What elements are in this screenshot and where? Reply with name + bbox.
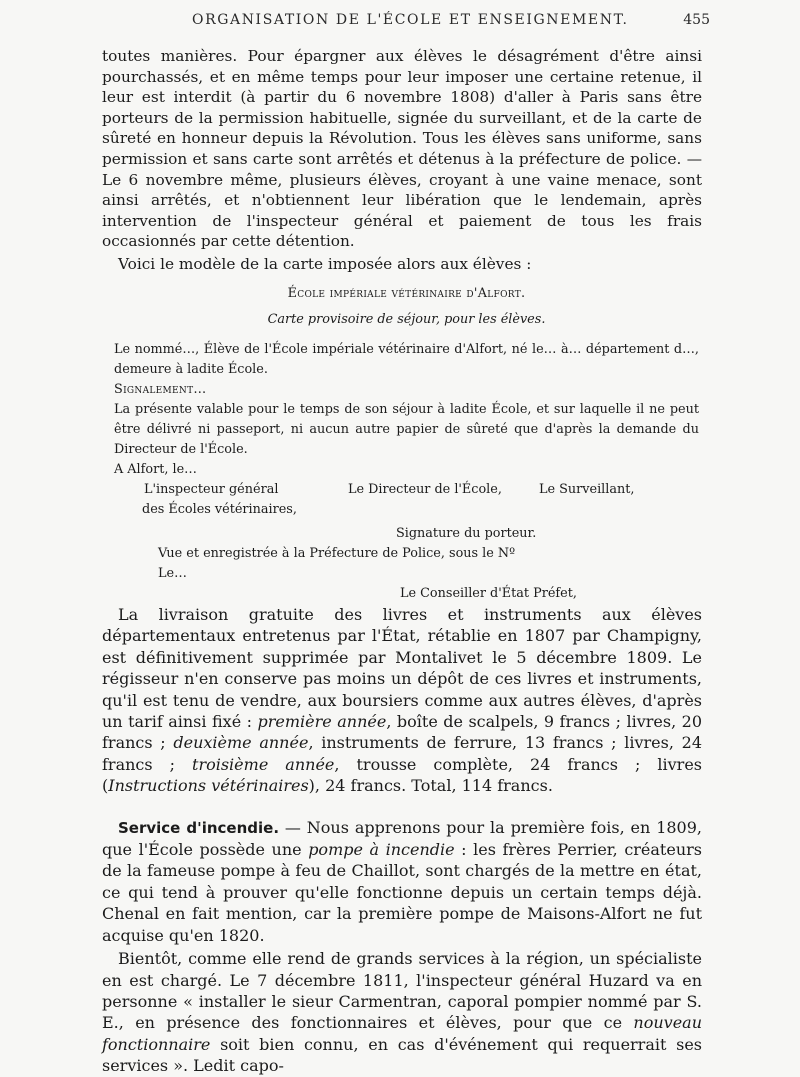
sig-surveillant: Le Surveillant,	[539, 482, 635, 497]
page-number: 455	[683, 12, 710, 28]
card-signalement: Signalement…	[114, 382, 207, 397]
card-conseiller: Le Conseiller d'État Préfet,	[400, 586, 577, 601]
body-text-bottom	[102, 604, 702, 1077]
card-line-nomme: Le nommé…, Élève de l'École impériale vétérinaire d'Alfort, né le… à… département d…, demeure à ladite École.	[114, 342, 699, 377]
sig-inspecteur-line2: des Écoles vétérinaires,	[142, 502, 297, 517]
paragraph-police: toutes manières. Pour épargner aux élèves le désagrément d'être ainsi pourchassés, et en même temps pour leur imposer une certaine retenue, il leur est interdit (à partir du 6 novembre 1808) d'aller à Paris sans être porteurs de la permission habituelle, signée du surveillant, et de la carte de sûreté en honneur depuis la Révolution. Tous les élèves sans uniforme, sans permission et sans carte sont arrêtés et détenus à la préfecture de police. — Le 6 novembre même, plusieurs élèves, croyant à une vaine menace, sont ainsi arrêtés, et n'obtiennent leur libération que le lendemain, après intervention de l'inspecteur général et paiement de tous les frais occasionnés par cette détention.	[102, 47, 702, 251]
sig-porteur: Signature du porteur.	[396, 526, 537, 541]
card-title: École impériale vétérinaire d'Alfort.	[287, 286, 526, 301]
card-signatures-row	[114, 480, 699, 502]
paragraph-carmentran: Bientôt, comme elle rend de grands services à la région, un spécialiste en est chargé. Le 7 décembre 1811, l'inspecteur général Huzard va en personne « installer le sieur Carmentran, caporal pompier nommé par S. E., en présence des fonctionnaires et élèves, pour que ce nouveau fonctionnaire soit bien connu, en cas d'événement qui requerrait ses services ». Ledit capo-	[102, 949, 702, 1076]
card-line-validite: La présente valable pour le temps de son séjour à ladite École, et sur laquelle il ne peut être délivré ni passeport, ni aucun autre papier de sûreté que d'après la demande du Directeur de l'École.	[114, 402, 699, 457]
card-subtitle: Carte provisoire de séjour, pour les élèves.	[267, 312, 546, 327]
card-vue: Vue et enregistrée à la Préfecture de Police, sous le Nº	[158, 546, 516, 561]
paragraph-livraison: La livraison gratuite des livres et instruments aux élèves départementaux entretenus par l'État, rétablie en 1807 par Champigny, est définitivement supprimée par Montalivet le 5 décembre 1809. Le régisseur n'en conserve pas moins un dépôt de ces livres et instruments, qu'il est tenu de vendre, aux boursiers comme aux autres élèves, d'après un tarif ainsi fixé : première année, boîte de scalpels, 9 francs ; livres, 20 francs ; deuxième année, instruments de ferrure, 13 francs ; livres, 24 francs ; troisième année, trousse complète, 24 francs ; livres (Instructions vétérinaires), 24 francs. Total, 114 francs.	[102, 605, 703, 796]
section-heading-incendie: Service d'incendie.	[118, 818, 280, 837]
paragraph-incendie: Service d'incendie. — Nous apprenons pour la première fois, en 1809, que l'École possède une pompe à incendie : les frères Perrier, créateurs de la fameuse pompe à feu de Chaillot, sont chargés de la mettre en état, ce qui tend à prouver qu'elle fonctionne depuis un certain temps déjà. Chenal en fait mention, car la première pompe de Maisons-Alfort ne fut acquise qu'en 1820.	[102, 817, 702, 945]
sig-directeur: Le Directeur de l'École,	[348, 482, 502, 497]
paragraph-carte-intro: Voici le modèle de la carte imposée alors aux élèves :	[118, 254, 532, 273]
card-place: A Alfort, le…	[114, 462, 197, 477]
sig-inspecteur: L'inspecteur général	[144, 482, 279, 497]
body-text-top	[102, 46, 702, 275]
carte-model	[114, 284, 699, 604]
page-header	[100, 10, 710, 36]
running-head: ORGANISATION DE L'ÉCOLE ET ENSEIGNEMENT.	[192, 12, 629, 28]
card-le: Le…	[158, 566, 187, 581]
